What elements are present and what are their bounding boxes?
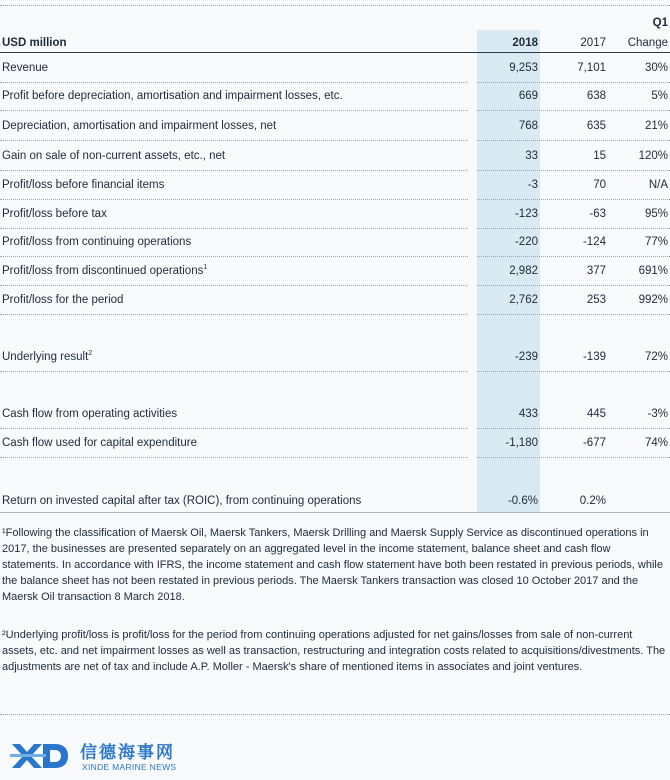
value-2018: -3 — [527, 179, 538, 191]
row-divider — [0, 228, 468, 229]
table-row — [0, 84, 670, 110]
value-2018: -0.6% — [507, 495, 538, 507]
row-divider — [0, 285, 468, 286]
row-divider — [477, 256, 670, 257]
value-change: 5% — [651, 90, 668, 102]
value-2017: 7,101 — [577, 62, 606, 74]
value-2017: -677 — [582, 437, 606, 449]
watermark-name-en: XINDE MARINE NEWS — [82, 762, 177, 772]
value-2018: -239 — [514, 351, 538, 363]
row-divider — [0, 457, 468, 458]
value-2017: -63 — [589, 208, 606, 220]
row-label — [2, 120, 276, 132]
value-change: 30% — [644, 62, 668, 74]
value-2018: 9,253 — [509, 62, 538, 74]
watermark-logo — [10, 738, 250, 774]
row-divider — [477, 199, 670, 200]
row-label-text: Profit/loss before financial items — [2, 179, 165, 191]
row-divider — [0, 110, 468, 111]
value-2017: 377 — [586, 265, 606, 277]
row-divider — [477, 228, 670, 229]
row-label — [2, 351, 92, 363]
table-bottom-divider — [0, 512, 670, 513]
value-2018: 33 — [525, 150, 538, 162]
value-2017: 70 — [593, 179, 606, 191]
value-change: 21% — [644, 120, 668, 132]
top-divider — [0, 5, 670, 6]
row-divider — [477, 371, 670, 372]
table-row — [0, 173, 670, 199]
row-divider — [0, 199, 468, 200]
header-q1: Q1 — [652, 17, 668, 29]
xd-logo-icon — [10, 740, 68, 770]
table-header — [0, 34, 670, 53]
header-2017: 2017 — [580, 37, 606, 49]
header-change: Change — [627, 37, 668, 49]
value-2017: 445 — [586, 408, 606, 420]
table-row — [0, 431, 670, 457]
value-2017: -124 — [582, 236, 606, 248]
value-2017: 638 — [586, 90, 606, 102]
table-row — [0, 144, 670, 170]
table-row — [0, 56, 670, 82]
row-label — [2, 294, 123, 306]
value-2017: 0.2% — [579, 495, 606, 507]
value-change: -3% — [647, 408, 668, 420]
row-divider — [477, 457, 670, 458]
row-label-text: Profit/loss from discontinued operations — [2, 265, 204, 277]
row-divider — [0, 314, 468, 315]
row-label-text: Profit/loss for the period — [2, 294, 124, 306]
row-label-text: Gain on sale of non-current assets, etc., net — [2, 150, 226, 162]
row-label-text: Underlying result — [2, 351, 89, 363]
value-change: 77% — [644, 236, 668, 248]
row-divider — [477, 82, 670, 83]
row-divider — [477, 110, 670, 111]
value-change: 95% — [644, 208, 668, 220]
value-change: 120% — [638, 150, 668, 162]
bottom-divider — [0, 714, 670, 715]
table-row — [0, 402, 670, 428]
footnote-marker: 1 — [203, 264, 208, 272]
row-divider — [477, 170, 670, 171]
row-divider — [477, 140, 670, 141]
row-label-text: Profit before depreciation, amortisation and impairment losses, etc. — [2, 90, 343, 102]
value-2018: 433 — [518, 408, 538, 420]
value-change: N/A — [648, 179, 668, 191]
row-label — [2, 265, 207, 277]
header-2018: 2018 — [512, 37, 538, 49]
value-change: 992% — [638, 294, 668, 306]
row-label — [2, 495, 361, 507]
table-row — [0, 259, 670, 285]
value-2017: 635 — [586, 120, 606, 132]
row-divider — [0, 371, 468, 372]
row-label — [2, 236, 191, 248]
value-change: 72% — [644, 351, 668, 363]
row-divider — [0, 140, 468, 141]
row-label-text: Return on invested capital after tax (ROIC), from continuing operations — [2, 495, 362, 507]
value-2018: -1,180 — [505, 437, 538, 449]
value-change: 691% — [638, 265, 668, 277]
value-2018: 2,982 — [509, 265, 538, 277]
row-label — [2, 150, 225, 162]
row-divider — [0, 428, 468, 429]
value-2018: 669 — [518, 90, 538, 102]
row-label — [2, 208, 107, 220]
row-label — [2, 179, 164, 191]
row-label — [2, 62, 48, 74]
row-label-text: Cash flow used for capital expenditure — [2, 437, 197, 449]
row-divider — [0, 82, 468, 83]
table-row — [0, 230, 670, 256]
table-row — [0, 114, 670, 140]
row-label-text: Profit/loss from continuing operations — [2, 236, 192, 248]
row-label — [2, 90, 343, 102]
row-divider — [0, 170, 468, 171]
value-2017: -139 — [582, 351, 606, 363]
table-row — [0, 202, 670, 228]
row-label-text: Cash flow from operating activities — [2, 408, 178, 420]
value-2017: 15 — [593, 150, 606, 162]
header-label-usd-million: USD million — [2, 37, 67, 49]
row-divider — [477, 285, 670, 286]
table-row — [0, 345, 670, 371]
table-row — [0, 288, 670, 314]
footnote-2: ²Underlying profit/loss is profit/loss for the period from continuing operations adjusted for net gains/losses from sale of non-current assets, etc. and net impairment losses as well as transaction, restructuring and integration costs related to acquisitions/divestments. The adjustments are net of tax and include A.P. Moller - Maersk's share of mentioned items in associates and joint ventures. — [2, 629, 666, 673]
value-2017: 253 — [586, 294, 606, 306]
row-label-text: Revenue — [2, 62, 49, 74]
row-label — [2, 437, 197, 449]
row-divider — [0, 256, 468, 257]
row-label-text: Depreciation, amortisation and impairment losses, net — [2, 120, 277, 132]
value-2018: 768 — [518, 120, 538, 132]
row-label — [2, 408, 177, 420]
value-2018: -123 — [514, 208, 538, 220]
watermark-name-cn: 信德海事网 — [80, 743, 175, 763]
value-2018: 2,762 — [509, 294, 538, 306]
footnote-1: ¹Following the classification of Maersk Oil, Maersk Tankers, Maersk Drilling and Maersk Supply Service as discontinued operations in 2017, the businesses are presented separately on an aggregated level in the income statement, balance sheet and cash flow statements. In accordance with IFRS, the income statement and cash flow statement have both been restated in previous periods, while the balance sheet has not been restated in previous periods. The Maersk Tankers transaction was closed 10 October 2017 and the Maersk Oil transaction 8 March 2018. — [2, 527, 663, 603]
value-change: 74% — [644, 437, 668, 449]
value-2018: -220 — [514, 236, 538, 248]
footnote-marker: 2 — [88, 350, 93, 358]
row-divider — [477, 428, 670, 429]
row-divider — [477, 314, 670, 315]
row-label-text: Profit/loss before tax — [2, 208, 107, 220]
